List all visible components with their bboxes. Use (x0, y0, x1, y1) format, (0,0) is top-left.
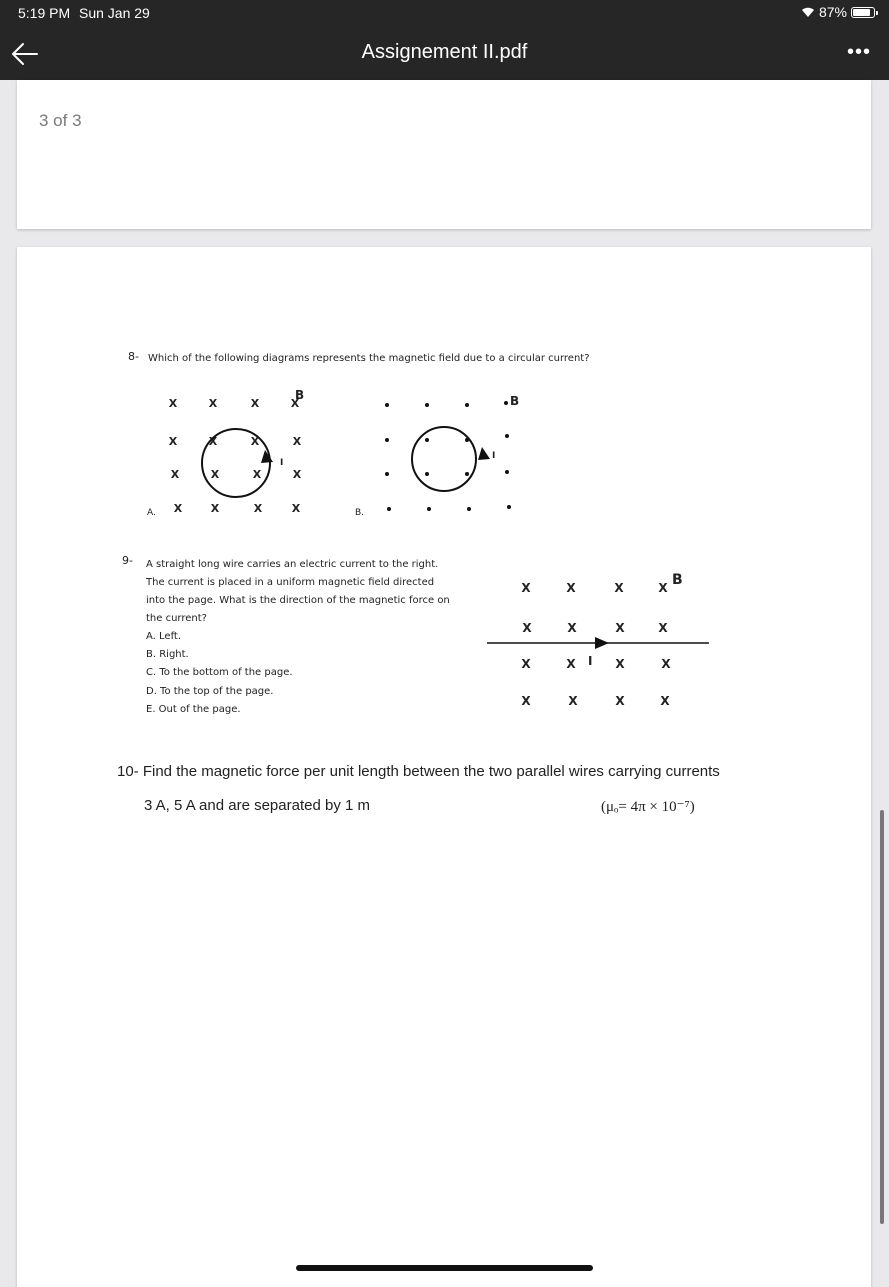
diagram-b-field-label: B (510, 394, 520, 408)
x-mark: X (568, 694, 578, 708)
pdf-page (17, 247, 871, 1287)
diagram-a-loop (202, 429, 270, 497)
wifi-icon (801, 6, 815, 18)
x-mark: X (567, 621, 577, 635)
diagram-b-current-label: I (492, 451, 496, 461)
x-mark: X (208, 435, 218, 448)
x-mark: X (658, 581, 668, 595)
x-mark: X (250, 435, 260, 448)
x-mark: X (521, 581, 531, 595)
battery-icon (851, 7, 875, 18)
dot-mark (465, 472, 469, 476)
diagram-a-current-arrow (261, 450, 273, 463)
x-mark: X (291, 502, 301, 515)
question-10-constant: (μₒ= 4π × 10⁻⁷) (601, 799, 695, 815)
dot-mark (505, 470, 509, 474)
x-mark: X (170, 468, 180, 481)
question-9-current-label: I (588, 654, 593, 668)
x-mark: X (250, 397, 260, 410)
dot-mark (385, 438, 389, 442)
x-mark: X (614, 581, 624, 595)
option-b-label: B. (355, 508, 365, 518)
status-right (801, 4, 875, 20)
dot-mark (425, 403, 429, 407)
dot-mark (385, 403, 389, 407)
question-9-line: E. Out of the page. (146, 704, 241, 715)
diagram-b-current-arrow (478, 447, 490, 460)
home-indicator[interactable] (296, 1265, 593, 1271)
question-9-line: A. Left. (146, 631, 182, 642)
diagram-b-loop (412, 427, 476, 491)
x-mark: X (521, 694, 531, 708)
x-mark: X (615, 694, 625, 708)
x-mark: X (658, 621, 668, 635)
x-mark: X (522, 621, 532, 635)
x-mark: X (173, 502, 183, 515)
x-mark: X (168, 435, 178, 448)
dot-mark (507, 505, 511, 509)
question-9-line: into the page. What is the direction of the magnetic force on (146, 595, 450, 606)
x-mark: X (292, 435, 302, 448)
x-mark: X (292, 468, 302, 481)
question-10-line-1: 10- Find the magnetic force per unit length between the two parallel wires carrying currents (117, 763, 720, 780)
diagram-b-field-dot (504, 401, 508, 405)
status-time: 5:19 PM (18, 5, 71, 21)
question-9-field-label: B (672, 572, 683, 588)
x-mark: X (290, 397, 300, 410)
x-mark: X (615, 657, 625, 671)
question-9-current-arrow (595, 637, 609, 649)
dot-mark (465, 403, 469, 407)
more-options-button[interactable]: ••• (846, 41, 871, 63)
battery-percent: 87% (818, 4, 847, 20)
x-mark: X (252, 468, 262, 481)
question-9-line: A straight long wire carries an electric current to the right. (146, 559, 439, 570)
dot-mark (387, 507, 391, 511)
question-8-number: 8- (128, 350, 139, 363)
question-9-line: the current? (146, 613, 207, 624)
pdf-page-previous (17, 80, 871, 229)
x-mark: X (566, 657, 576, 671)
dot-mark (427, 507, 431, 511)
x-mark: X (660, 694, 670, 708)
document-title: Assignement II.pdf (361, 41, 528, 63)
diagram-a-current-label: I (280, 458, 284, 468)
dot-mark (425, 438, 429, 442)
page-indicator: 3 of 3 (39, 111, 82, 130)
question-9-line: The current is placed in a uniform magnetic field directed (146, 577, 435, 588)
option-a-label: A. (147, 508, 156, 518)
top-bar (0, 0, 889, 80)
scrollbar[interactable] (880, 810, 884, 1224)
x-mark: X (521, 657, 531, 671)
x-mark: X (253, 502, 263, 515)
diagram-a-field-label: B (295, 388, 305, 402)
dot-mark (505, 434, 509, 438)
x-mark: X (661, 657, 671, 671)
dot-mark (385, 472, 389, 476)
x-mark: X (208, 397, 218, 410)
dot-mark (467, 507, 471, 511)
battery-fill (853, 9, 870, 16)
question-8-text: Which of the following diagrams represents the magnetic field due to a circular current? (148, 353, 590, 364)
dot-mark (425, 472, 429, 476)
x-mark: X (210, 502, 220, 515)
question-9-line: B. Right. (146, 649, 189, 660)
question-10-line-2: 3 A, 5 A and are separated by 1 m (144, 797, 370, 814)
x-mark: X (615, 621, 625, 635)
x-mark: X (566, 581, 576, 595)
question-9-line: C. To the bottom of the page. (146, 667, 293, 678)
x-mark: X (210, 468, 220, 481)
x-mark: X (168, 397, 178, 410)
question-9-number: 9- (122, 554, 133, 567)
status-date: Sun Jan 29 (79, 5, 150, 21)
question-9-line: D. To the top of the page. (146, 686, 274, 697)
